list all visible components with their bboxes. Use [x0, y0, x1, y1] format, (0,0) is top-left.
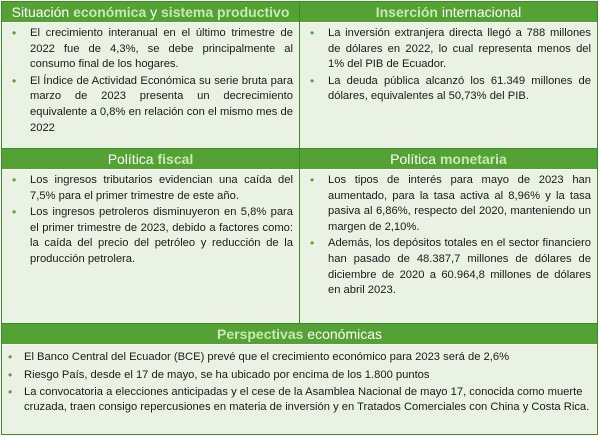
list-item [2, 205, 299, 267]
item-text: La deuda pública alcanzó los 61.349 millones de dólares, equivalentes al 50,73% del PIB. [328, 74, 591, 103]
item-text: Los ingresos tributarios evidencian una caída del 7,5% para el primer trimestre de este año. [30, 174, 293, 202]
bullet-icon: • [310, 236, 315, 251]
column-divider [299, 2, 300, 324]
header-highlight: Perspectivas [217, 326, 304, 342]
bullet-icon: • [8, 367, 13, 382]
panel-monetaria [300, 170, 597, 323]
bullet-icon: • [12, 73, 17, 88]
list-fiscal [2, 173, 299, 268]
summary-table [1, 1, 598, 435]
bullet-icon: • [12, 26, 17, 40]
header-text: Política [107, 151, 158, 167]
header-text: Situación [11, 4, 74, 20]
row-divider [2, 148, 597, 149]
item-text: Además, los depósitos totales en el sector financiero han pasado de 48.387,7 millones de dólares de diciembre de 2020 a 60.964,8 millones de dólares en abril 2023. [328, 237, 591, 297]
list-item [2, 350, 597, 365]
header-text: Política [390, 151, 440, 167]
bullet-icon: • [12, 173, 17, 187]
header-text: internacional [437, 4, 522, 20]
item-text: Los tipos de interés para mayo de 2023 han aumentado, para la tasa activa al 8,96% y la tasa pasiva al 6,86%, respecto del 2020, manteniendo un margen de 2,10%. [328, 174, 591, 233]
list-perspectivas [2, 350, 597, 414]
header-text: económicas [303, 326, 382, 342]
list-item [2, 173, 299, 204]
header-text: y [146, 4, 162, 20]
list-item [2, 385, 597, 414]
item-text: Riesgo País, desde el 17 de mayo, se ha ubicado por encima de los 1.800 puntos [24, 368, 430, 381]
bullet-icon: • [12, 205, 17, 220]
item-text: El Banco Central del Ecuador (BCE) prevé que el crecimiento económico para 2023 será de 2,6% [24, 351, 510, 363]
panel-insercion [300, 23, 597, 148]
list-insercion [300, 26, 597, 105]
header-fiscal [2, 149, 299, 169]
bullet-icon: • [8, 385, 13, 400]
list-item [2, 74, 299, 136]
item-text: El Índice de Actividad Económica su serie bruta para marzo de 2023 presenta un decrecimiento equivalente a 0,8% en relación con el mismo mes de 2022 [30, 74, 293, 134]
list-item [300, 74, 597, 105]
list-item [2, 368, 597, 383]
item-text: La convocatoria a elecciones anticipadas y el cese de la Asamblea Nacional de mayo 17, conocida como muerte cruzada, traen consigo repercusiones en materia de inversión y en Tratados Comerciales con China y Costa Rica. [24, 386, 590, 413]
bullet-icon: • [310, 173, 315, 187]
bullet-icon: • [310, 73, 315, 88]
item-text: Los ingresos petroleros disminuyeron en 5,8% para el primer trimestre de 2023, debido a factores como: la caída del precio del petróleo y reducción de la producción petrolera. [30, 206, 293, 265]
bullet-icon: • [310, 26, 315, 40]
header-situacion [2, 2, 299, 22]
list-item [300, 173, 597, 235]
row-divider [2, 323, 597, 324]
list-item [300, 26, 597, 73]
list-item [2, 26, 299, 73]
panel-perspectivas [2, 345, 597, 434]
list-monetaria [300, 173, 597, 299]
header-highlight: económica [73, 4, 147, 20]
panel-fiscal [2, 170, 299, 323]
header-perspectivas [2, 324, 597, 344]
header-insercion [300, 2, 597, 22]
header-monetaria [300, 149, 597, 169]
header-highlight: Inserción [375, 4, 438, 20]
item-text: La inversión extranjera directa llegó a 788 millones de dólares en 2022, lo cual representa menos del 1% del PIB de Ecuador. [328, 27, 591, 71]
header-highlight: sistema productivo [161, 4, 290, 20]
item-text: El crecimiento interanual en el último trimestre de 2022 fue de 4,3%, se debe principalmente al consumo final de los hogares. [30, 27, 293, 71]
list-situacion [2, 26, 299, 136]
header-highlight: monetaria [439, 151, 507, 167]
list-item [300, 236, 597, 298]
header-highlight: fiscal [157, 151, 194, 167]
bullet-icon: • [8, 350, 13, 364]
panel-situacion [2, 23, 299, 148]
